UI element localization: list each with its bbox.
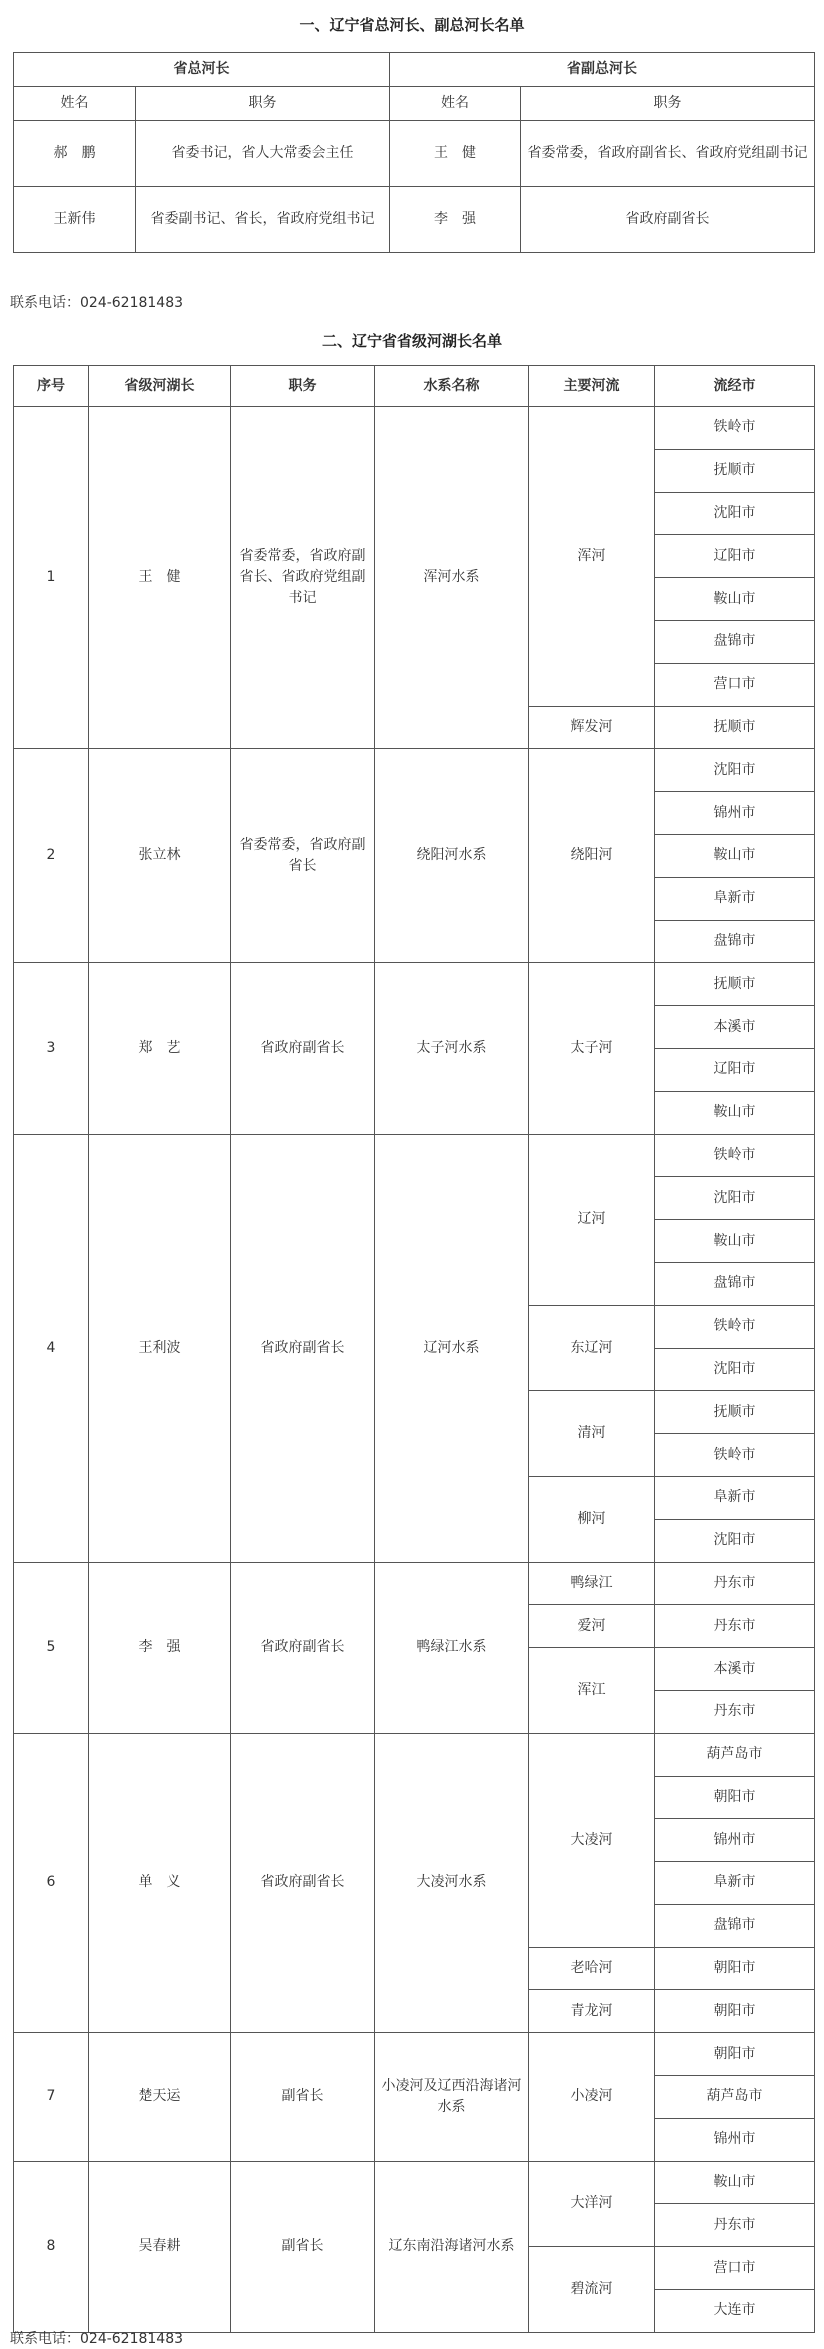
city: 铁岭市 [655, 1305, 815, 1348]
group-header-chief: 省总河长 [14, 53, 390, 87]
deputy-name: 王 健 [390, 121, 521, 187]
deputy-title: 省委常委，省政府副省长、省政府党组副书记 [521, 121, 815, 187]
main-river: 浑河 [529, 407, 655, 707]
city: 朝阳市 [655, 2033, 815, 2076]
main-river: 清河 [529, 1391, 655, 1477]
main-river: 小凌河 [529, 2033, 655, 2161]
main-river: 爱河 [529, 1605, 655, 1648]
city: 抚顺市 [655, 449, 815, 492]
chief-title: 省委常委，省政府副省长 [231, 749, 375, 963]
main-river: 大凌河 [529, 1733, 655, 1947]
chief-title: 省政府副省长 [231, 1733, 375, 2033]
city: 沈阳市 [655, 492, 815, 535]
chief-name: 李 强 [89, 1562, 231, 1733]
chief-name: 王 健 [89, 407, 231, 749]
city: 沈阳市 [655, 749, 815, 792]
col-name: 姓名 [390, 87, 521, 121]
chief-name: 单 义 [89, 1733, 231, 2033]
water-system: 太子河水系 [375, 963, 529, 1134]
chief-name: 郑 艺 [89, 963, 231, 1134]
water-system: 辽东南沿海诸河水系 [375, 2161, 529, 2332]
contact-phone-2: 联系电话：024-62181483 [10, 2331, 184, 2347]
table-row [14, 963, 815, 1006]
header-no: 序号 [14, 366, 89, 407]
city: 鞍山市 [655, 1091, 815, 1134]
chief-title: 省政府副省长 [231, 963, 375, 1134]
chief-title: 省委常委，省政府副省长、省政府党组副书记 [231, 407, 375, 749]
main-river: 柳河 [529, 1476, 655, 1562]
water-system: 绕阳河水系 [375, 749, 529, 963]
contact-phone: 联系电话：024-62181483 [10, 295, 184, 311]
city: 阜新市 [655, 877, 815, 920]
city: 沈阳市 [655, 1177, 815, 1220]
table-row [14, 1562, 815, 1605]
group-header-deputy: 省副总河长 [390, 53, 815, 87]
water-system: 小凌河及辽西沿海诸河水系 [375, 2033, 529, 2161]
main-river: 辉发河 [529, 706, 655, 749]
city: 盘锦市 [655, 620, 815, 663]
main-river: 东辽河 [529, 1305, 655, 1391]
main-river: 大洋河 [529, 2161, 655, 2247]
city: 营口市 [655, 663, 815, 706]
row-number: 8 [14, 2161, 89, 2332]
city: 葫芦岛市 [655, 2076, 815, 2119]
city: 葫芦岛市 [655, 1733, 815, 1776]
table-row [14, 407, 815, 450]
section2-title: 二、辽宁省省级河湖长名单 [321, 332, 502, 350]
water-system: 浑河水系 [375, 407, 529, 749]
water-system: 鸭绿江水系 [375, 1562, 529, 1733]
chief-name: 郝 鹏 [14, 121, 136, 187]
table-row [14, 1134, 815, 1177]
chief-name: 王利波 [89, 1134, 231, 1562]
city: 大连市 [655, 2290, 815, 2333]
chief-title: 省委书记，省人大常委会主任 [136, 121, 390, 187]
header-system: 水系名称 [375, 366, 529, 407]
city: 抚顺市 [655, 706, 815, 749]
main-river: 青龙河 [529, 1990, 655, 2033]
city: 锦州市 [655, 792, 815, 835]
chief-name: 王新伟 [14, 187, 136, 253]
main-river: 鸭绿江 [529, 1562, 655, 1605]
city: 鞍山市 [655, 2161, 815, 2204]
chief-name: 吴春耕 [89, 2161, 231, 2332]
header-river: 主要河流 [529, 366, 655, 407]
city: 铁岭市 [655, 1134, 815, 1177]
city: 鞍山市 [655, 1220, 815, 1263]
city: 丹东市 [655, 1690, 815, 1733]
row-number: 2 [14, 749, 89, 963]
col-title: 职务 [521, 87, 815, 121]
chief-title: 省政府副省长 [231, 1134, 375, 1562]
city: 鞍山市 [655, 834, 815, 877]
row-number: 6 [14, 1733, 89, 2033]
table-row [14, 2161, 815, 2204]
city: 锦州市 [655, 1819, 815, 1862]
table-row [14, 2033, 815, 2076]
city: 辽阳市 [655, 1048, 815, 1091]
city: 阜新市 [655, 1862, 815, 1905]
table-row [14, 1733, 815, 1776]
city: 本溪市 [655, 1648, 815, 1691]
city: 抚顺市 [655, 1391, 815, 1434]
city: 抚顺市 [655, 963, 815, 1006]
table-row [14, 749, 815, 792]
row-number: 1 [14, 407, 89, 749]
chief-title: 省委副书记、省长，省政府党组书记 [136, 187, 390, 253]
header-cities: 流经市 [655, 366, 815, 407]
city: 铁岭市 [655, 407, 815, 450]
city: 鞍山市 [655, 578, 815, 621]
row-number: 4 [14, 1134, 89, 1562]
chief-name: 张立林 [89, 749, 231, 963]
main-river: 碧流河 [529, 2247, 655, 2333]
deputy-name: 李 强 [390, 187, 521, 253]
chief-title: 省政府副省长 [231, 1562, 375, 1733]
section1-title: 一、辽宁省总河长、副总河长名单 [299, 16, 525, 34]
city: 沈阳市 [655, 1519, 815, 1562]
city: 丹东市 [655, 1562, 815, 1605]
city: 丹东市 [655, 1605, 815, 1648]
city: 阜新市 [655, 1476, 815, 1519]
row-number: 7 [14, 2033, 89, 2161]
header-title: 职务 [231, 366, 375, 407]
city: 盘锦市 [655, 920, 815, 963]
city: 锦州市 [655, 2118, 815, 2161]
chief-name: 楚天运 [89, 2033, 231, 2161]
city: 沈阳市 [655, 1348, 815, 1391]
water-system: 辽河水系 [375, 1134, 529, 1562]
main-river: 绕阳河 [529, 749, 655, 963]
chief-table [13, 52, 815, 253]
city: 辽阳市 [655, 535, 815, 578]
city: 盘锦市 [655, 1904, 815, 1947]
header-chief: 省级河湖长 [89, 366, 231, 407]
city: 营口市 [655, 2247, 815, 2290]
chief-title: 副省长 [231, 2033, 375, 2161]
river-chief-table [13, 365, 815, 2333]
main-river: 辽河 [529, 1134, 655, 1305]
city: 丹东市 [655, 2204, 815, 2247]
deputy-title: 省政府副省长 [521, 187, 815, 253]
city: 铁岭市 [655, 1434, 815, 1477]
row-number: 5 [14, 1562, 89, 1733]
city: 本溪市 [655, 1006, 815, 1049]
col-title: 职务 [136, 87, 390, 121]
city: 朝阳市 [655, 1776, 815, 1819]
main-river: 浑江 [529, 1648, 655, 1734]
main-river: 老哈河 [529, 1947, 655, 1990]
city: 朝阳市 [655, 1990, 815, 2033]
city: 盘锦市 [655, 1262, 815, 1305]
col-name: 姓名 [14, 87, 136, 121]
main-river: 太子河 [529, 963, 655, 1134]
row-number: 3 [14, 963, 89, 1134]
water-system: 大凌河水系 [375, 1733, 529, 2033]
city: 朝阳市 [655, 1947, 815, 1990]
chief-title: 副省长 [231, 2161, 375, 2332]
